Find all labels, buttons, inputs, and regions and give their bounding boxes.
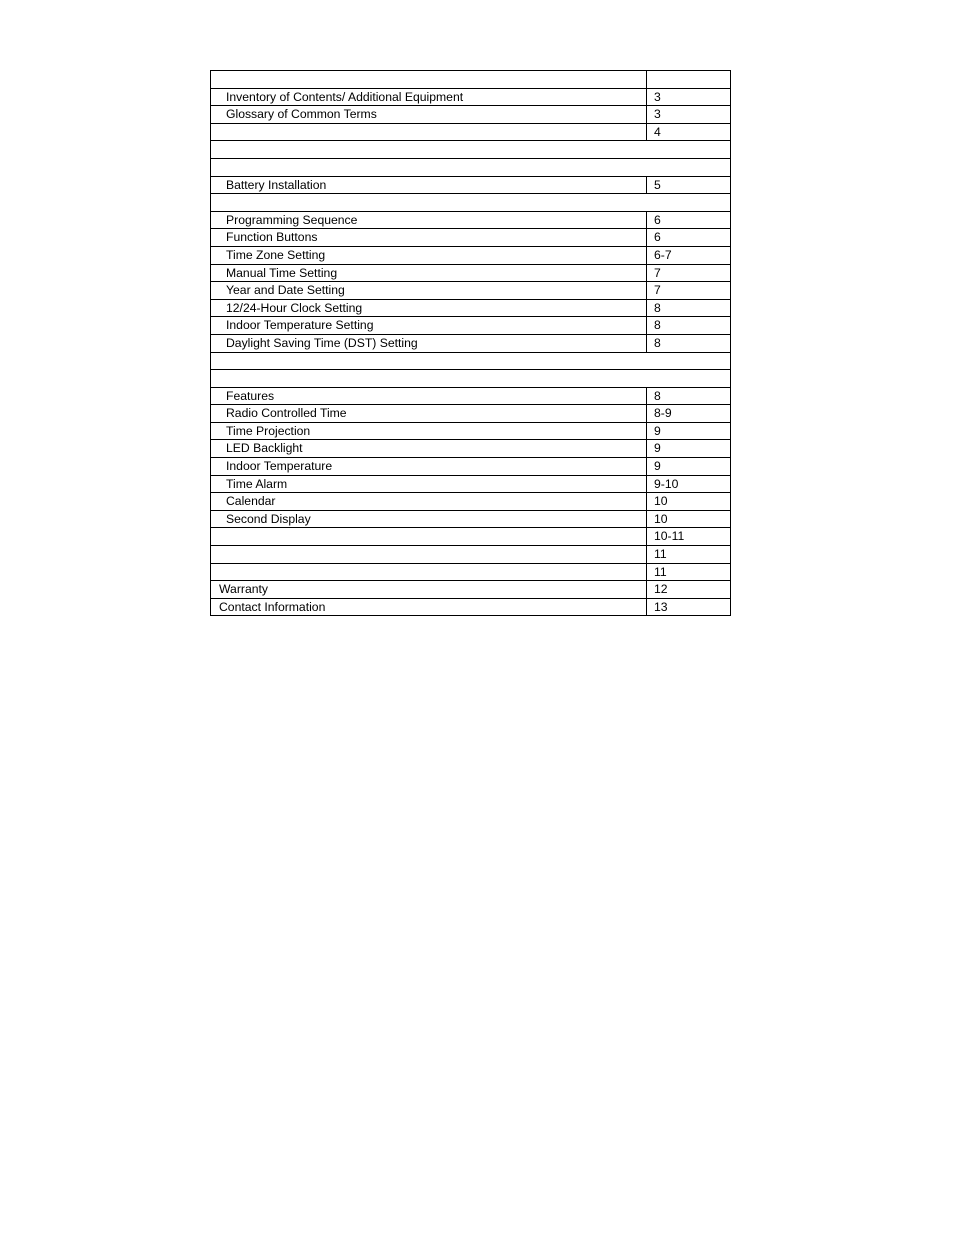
- toc-entry-page: 8-9: [647, 405, 731, 423]
- toc-entry-page: 5: [647, 176, 731, 194]
- toc-entry-page: 3: [647, 106, 731, 124]
- toc-row: [211, 581, 731, 599]
- toc-row: [211, 458, 731, 476]
- toc-entry-page: 6: [647, 229, 731, 247]
- toc-row: [211, 546, 731, 564]
- toc-entry-title: Battery Installation: [211, 176, 647, 194]
- toc-row: [211, 352, 731, 370]
- toc-row: [211, 405, 731, 423]
- toc-row: [211, 141, 731, 159]
- toc-entry-page: 3: [647, 88, 731, 106]
- toc-entry-page: 13: [647, 598, 731, 616]
- toc-row: [211, 71, 731, 89]
- toc-row: [211, 194, 731, 212]
- toc-entry-title: Indoor Temperature: [211, 458, 647, 476]
- toc-entry-title: Features: [211, 387, 647, 405]
- toc-section-divider: [211, 158, 731, 176]
- toc-entry-title: Time Projection: [211, 422, 647, 440]
- toc-entry-page: 7: [647, 264, 731, 282]
- toc-entry-page: 9: [647, 422, 731, 440]
- toc-entry-page: 8: [647, 387, 731, 405]
- toc-entry-title: Warranty: [211, 581, 647, 599]
- toc-entry-page: 8: [647, 299, 731, 317]
- toc-entry-page: 10: [647, 510, 731, 528]
- toc-entry-page: 11: [647, 546, 731, 564]
- table-of-contents: [210, 70, 731, 616]
- toc-row: [211, 317, 731, 335]
- toc-entry-page: 11: [647, 563, 731, 581]
- toc-entry-page: 9: [647, 458, 731, 476]
- toc-row: [211, 422, 731, 440]
- toc-entry-page: 4: [647, 123, 731, 141]
- toc-row: [211, 493, 731, 511]
- toc-entry-title: [211, 71, 647, 89]
- toc-row: [211, 264, 731, 282]
- toc-row: [211, 563, 731, 581]
- toc-row: [211, 229, 731, 247]
- toc-row: [211, 440, 731, 458]
- toc-entry-page: 7: [647, 282, 731, 300]
- toc-entry-page: 9-10: [647, 475, 731, 493]
- toc-section-divider: [211, 370, 731, 388]
- toc-entry-title: Time Alarm: [211, 475, 647, 493]
- toc-row: [211, 106, 731, 124]
- toc-entry-title: Radio Controlled Time: [211, 405, 647, 423]
- toc-row: [211, 158, 731, 176]
- toc-entry-title: Calendar: [211, 493, 647, 511]
- toc-section-divider: [211, 194, 731, 212]
- toc-row: [211, 282, 731, 300]
- toc-row: [211, 370, 731, 388]
- toc-entry-title: Daylight Saving Time (DST) Setting: [211, 334, 647, 352]
- toc-entry-page: [647, 71, 731, 89]
- toc-row: [211, 528, 731, 546]
- toc-entry-title: Time Zone Setting: [211, 246, 647, 264]
- toc-entry-title: Inventory of Contents/ Additional Equipment: [211, 88, 647, 106]
- toc-entry-title: Contact Information: [211, 598, 647, 616]
- toc-entry-title: [211, 546, 647, 564]
- toc-entry-title: Glossary of Common Terms: [211, 106, 647, 124]
- toc-entry-page: 8: [647, 317, 731, 335]
- toc-entry-title: [211, 528, 647, 546]
- toc-section-divider: [211, 141, 731, 159]
- toc-row: [211, 598, 731, 616]
- toc-row: [211, 475, 731, 493]
- toc-entry-title: Second Display: [211, 510, 647, 528]
- toc-entry-title: Programming Sequence: [211, 211, 647, 229]
- toc-entry-title: Function Buttons: [211, 229, 647, 247]
- toc-entry-page: 8: [647, 334, 731, 352]
- toc-row: [211, 510, 731, 528]
- toc-entry-page: 10-11: [647, 528, 731, 546]
- toc-entry-title: Manual Time Setting: [211, 264, 647, 282]
- toc-entry-title: Indoor Temperature Setting: [211, 317, 647, 335]
- toc-section-divider: [211, 352, 731, 370]
- toc-row: [211, 211, 731, 229]
- toc-row: [211, 123, 731, 141]
- toc-row: [211, 299, 731, 317]
- toc-entry-page: 6-7: [647, 246, 731, 264]
- toc-row: [211, 88, 731, 106]
- toc-row: [211, 387, 731, 405]
- toc-entry-title: 12/24-Hour Clock Setting: [211, 299, 647, 317]
- toc-body: [211, 71, 731, 616]
- toc-entry-title: Year and Date Setting: [211, 282, 647, 300]
- toc-row: [211, 246, 731, 264]
- toc-entry-page: 6: [647, 211, 731, 229]
- toc-entry-title: [211, 123, 647, 141]
- toc-entry-page: 10: [647, 493, 731, 511]
- toc-entry-title: LED Backlight: [211, 440, 647, 458]
- toc-entry-page: 12: [647, 581, 731, 599]
- toc-entry-page: 9: [647, 440, 731, 458]
- toc-row: [211, 176, 731, 194]
- toc-row: [211, 334, 731, 352]
- toc-entry-title: [211, 563, 647, 581]
